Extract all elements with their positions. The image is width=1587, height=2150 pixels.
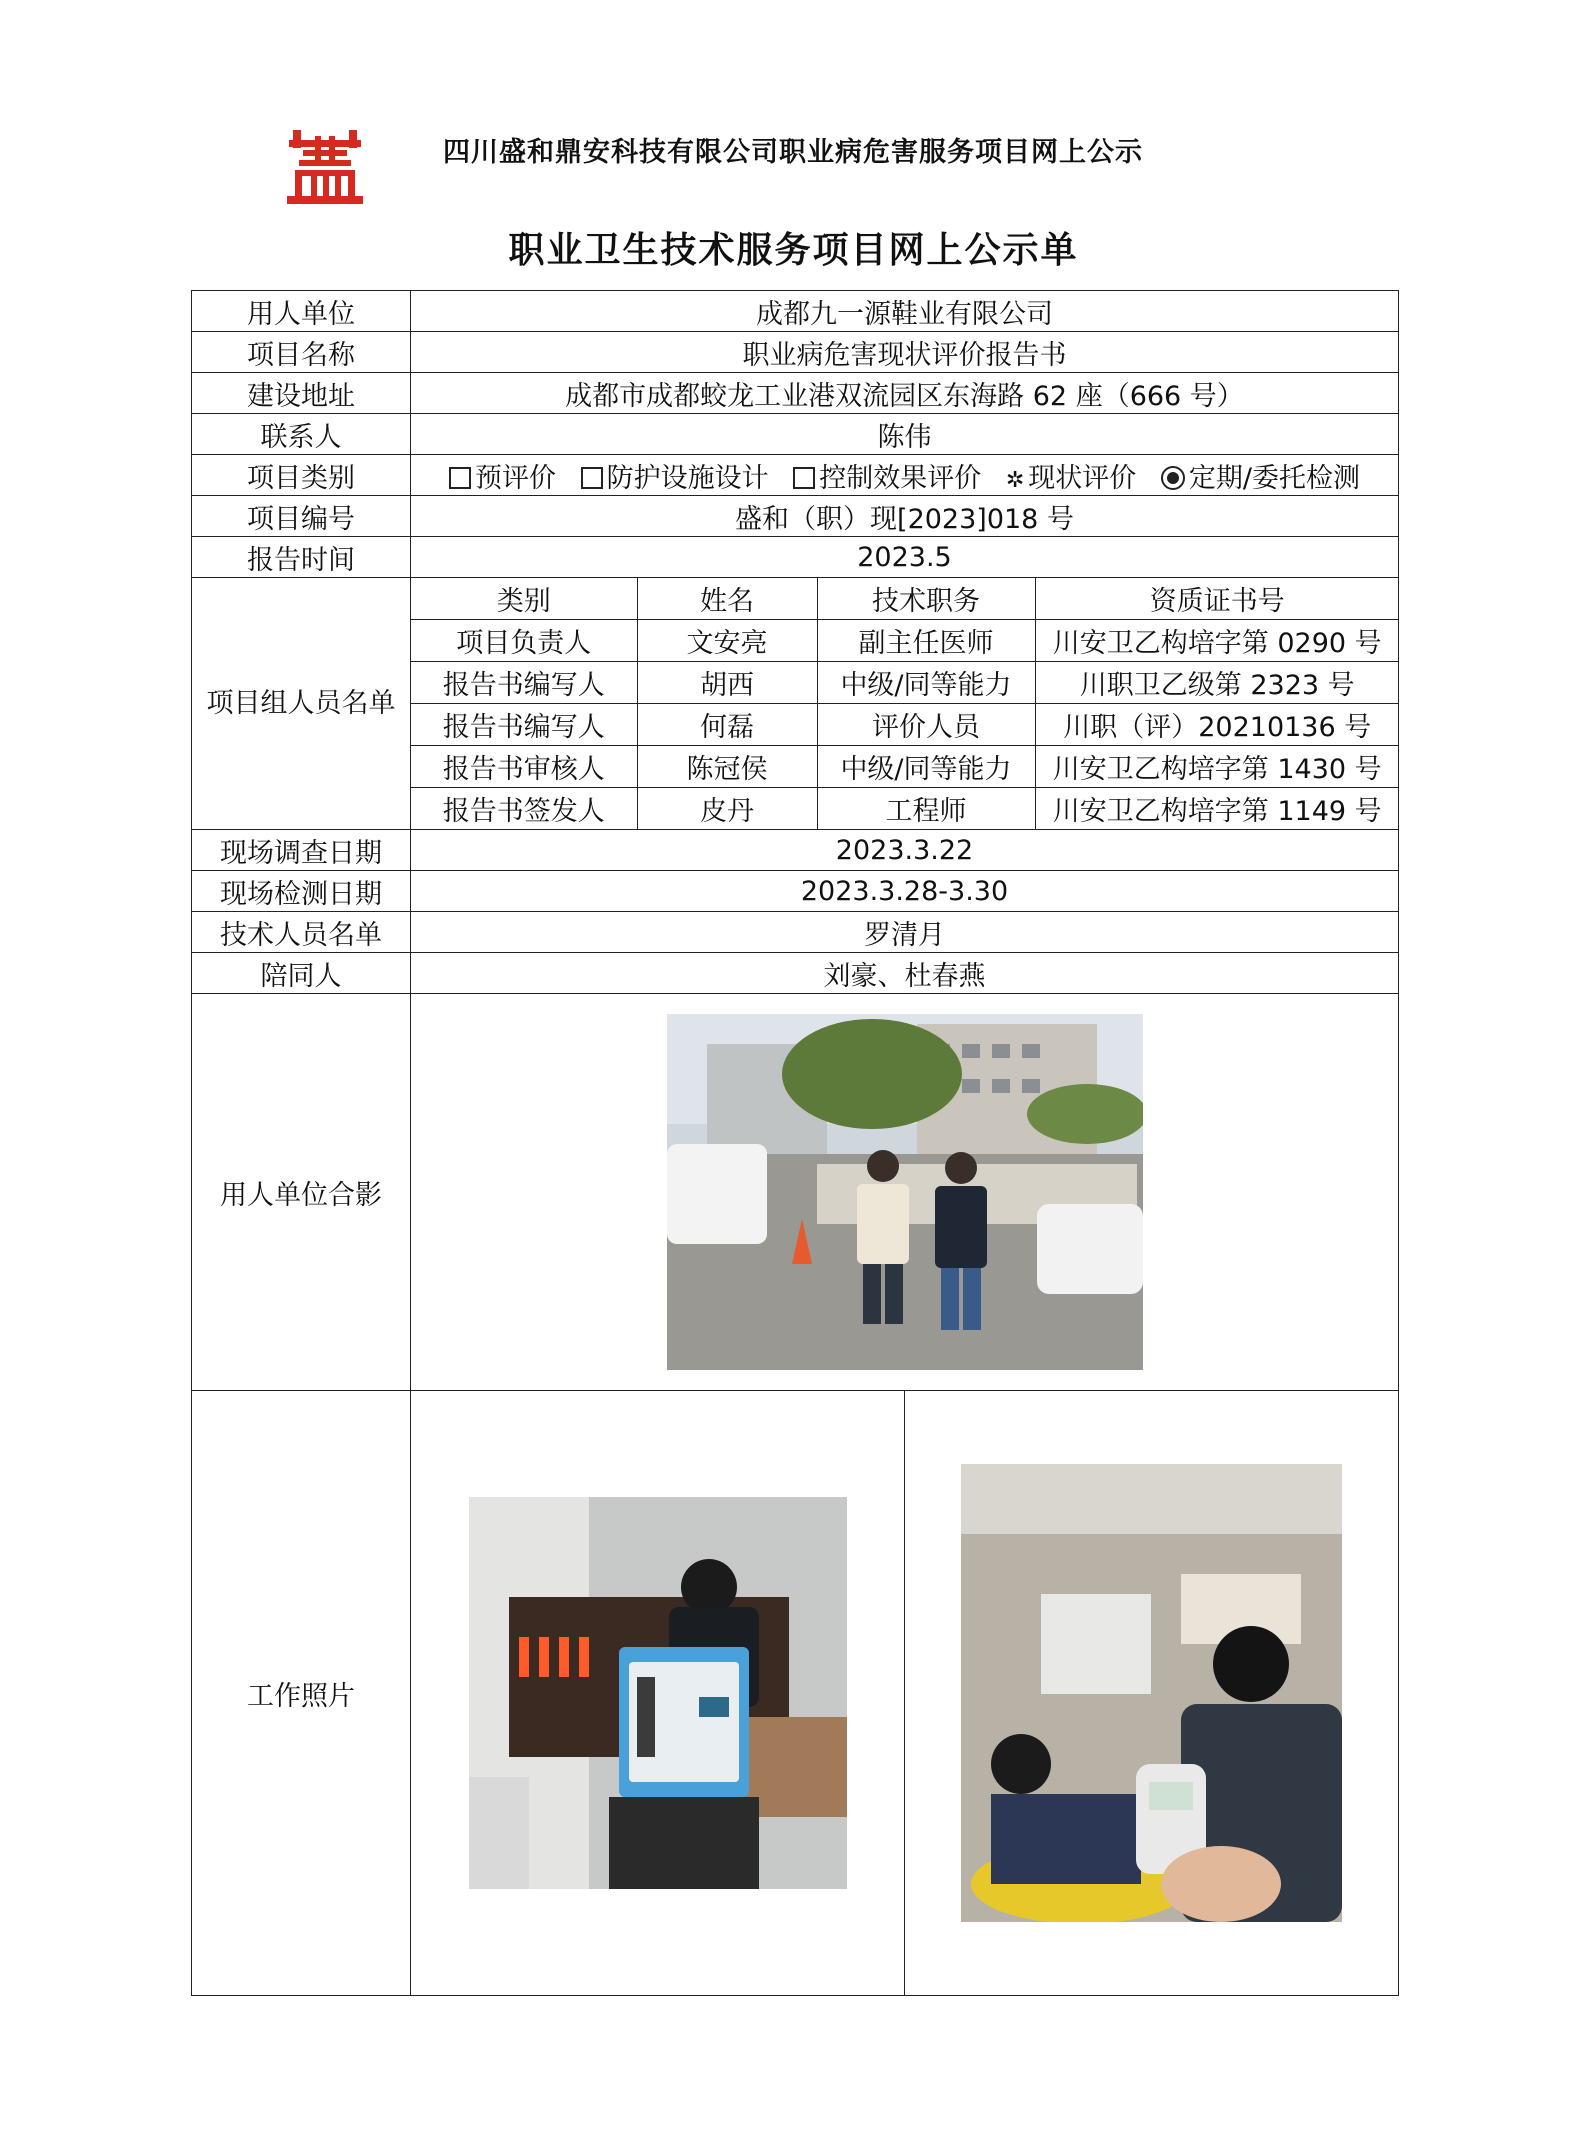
checkbox-empty-icon — [449, 467, 471, 489]
gear-mark-icon: ✲ — [1005, 467, 1025, 493]
team-cert: 川安卫乙构培字第 0290 号 — [1035, 620, 1399, 662]
team-name: 何磊 — [637, 704, 817, 746]
team-role: 报告书审核人 — [411, 746, 637, 788]
team-role: 报告书编写人 — [411, 662, 637, 704]
survey-date-value: 2023.3.22 — [411, 830, 1399, 871]
team-row — [411, 788, 1399, 830]
team-title: 工程师 — [817, 788, 1035, 830]
employer-value: 成都九一源鞋业有限公司 — [411, 291, 1399, 332]
category-label: 项目类别 — [192, 455, 411, 496]
team-row — [411, 620, 1399, 662]
radio-selected-icon — [1161, 466, 1185, 490]
tech-staff-label: 技术人员名单 — [192, 912, 411, 953]
team-title: 中级/同等能力 — [817, 746, 1035, 788]
employer-label: 用人单位 — [192, 291, 411, 332]
group-photo-label: 用人单位合影 — [192, 994, 411, 1391]
team-title: 副主任医师 — [817, 620, 1035, 662]
address-label: 建设地址 — [192, 373, 411, 414]
work-photo-noise-meter-image — [961, 1464, 1342, 1922]
team-cert: 川职（评）20210136 号 — [1035, 704, 1399, 746]
tech-staff-value: 罗清月 — [411, 912, 1399, 953]
report-time-value: 2023.5 — [411, 537, 1399, 578]
team-title: 评价人员 — [817, 704, 1035, 746]
contact-value: 陈伟 — [411, 414, 1399, 455]
work-photo-sampler-image — [469, 1497, 847, 1889]
test-date-value: 2023.3.28-3.30 — [411, 871, 1399, 912]
project-name-label: 项目名称 — [192, 332, 411, 373]
team-header-category: 类别 — [411, 578, 637, 620]
document-title: 职业卫生技术服务项目网上公示单 — [508, 229, 1079, 271]
address-value: 成都市成都蛟龙工业港双流园区东海路 62 座（666 号） — [411, 373, 1399, 414]
project-no-value: 盛和（职）现[2023]018 号 — [411, 496, 1399, 537]
team-role: 报告书编写人 — [411, 704, 637, 746]
checkbox-empty-icon — [793, 467, 815, 489]
team-name: 文安亮 — [637, 620, 817, 662]
team-header-cert: 资质证书号 — [1035, 578, 1399, 620]
team-cert: 川职卫乙级第 2323 号 — [1035, 662, 1399, 704]
company-logo-icon — [285, 128, 365, 208]
team-name: 胡西 — [637, 662, 817, 704]
team-role: 报告书签发人 — [411, 788, 637, 830]
team-table — [411, 578, 1399, 829]
team-header-row — [411, 578, 1399, 620]
project-name-value: 职业病危害现状评价报告书 — [411, 332, 1399, 373]
project-no-label: 项目编号 — [192, 496, 411, 537]
survey-date-label: 现场调查日期 — [192, 830, 411, 871]
contact-label: 联系人 — [192, 414, 411, 455]
category-option-periodic-testing[interactable]: 定期/委托检测 — [1161, 456, 1360, 495]
category-option-protection-design[interactable]: 防护设施设计 — [581, 456, 769, 495]
work-photo-label: 工作照片 — [192, 1391, 411, 1996]
companion-label: 陪同人 — [192, 953, 411, 994]
team-row — [411, 662, 1399, 704]
category-option-pre-evaluation[interactable]: 预评价 — [449, 456, 556, 495]
team-row — [411, 704, 1399, 746]
team-row — [411, 746, 1399, 788]
checkbox-empty-icon — [581, 467, 603, 489]
category-options — [411, 455, 1399, 496]
team-label: 项目组人员名单 — [192, 578, 411, 830]
disclosure-form — [191, 290, 1399, 1996]
team-header-name: 姓名 — [637, 578, 817, 620]
team-name: 陈冠侯 — [637, 746, 817, 788]
team-role: 项目负责人 — [411, 620, 637, 662]
category-option-control-effect[interactable]: 控制效果评价 — [793, 456, 981, 495]
report-time-label: 报告时间 — [192, 537, 411, 578]
team-name: 皮丹 — [637, 788, 817, 830]
team-header-title: 技术职务 — [817, 578, 1035, 620]
companion-value: 刘豪、杜春燕 — [411, 953, 1399, 994]
header-title: 四川盛和鼎安科技有限公司职业病危害服务项目网上公示 — [443, 137, 1143, 168]
team-cert: 川安卫乙构培字第 1149 号 — [1035, 788, 1399, 830]
team-cert: 川安卫乙构培字第 1430 号 — [1035, 746, 1399, 788]
test-date-label: 现场检测日期 — [192, 871, 411, 912]
team-title: 中级/同等能力 — [817, 662, 1035, 704]
group-photo-image — [667, 1014, 1143, 1370]
category-option-status-evaluation[interactable]: ✲ 现状评价 — [1005, 462, 1137, 494]
